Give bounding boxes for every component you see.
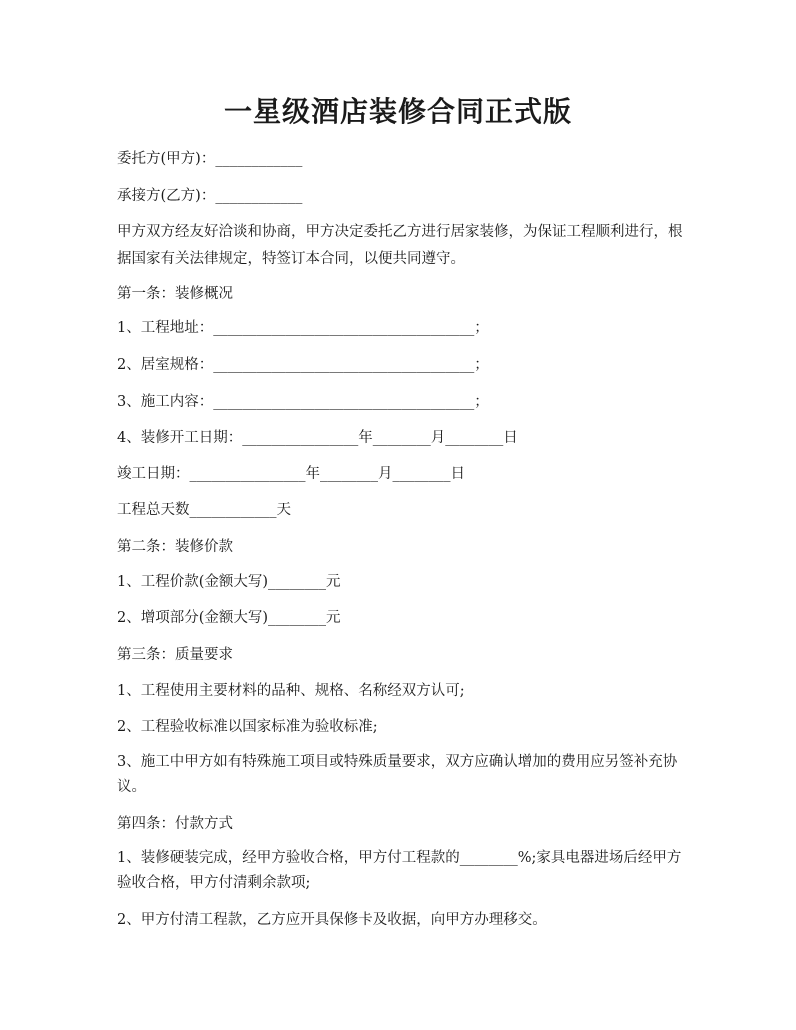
article-3-heading: 第三条：质量要求 <box>117 647 233 663</box>
article-2-heading: 第二条：装修价款 <box>117 539 233 555</box>
article-1-heading: 第一条：装修概况 <box>117 286 233 302</box>
payment-terms-paragraph: 1、装修硬装完成，经甲方验收合格，甲方付工程款的________%;家具电器进场后经甲方验收合格，甲方付清剩余款项; <box>117 850 682 891</box>
additional-items-line: 2、增项部分(金额大写)________元 <box>117 610 341 626</box>
acceptance-standard-line: 2、工程验收标准以国家标准为验收标准; <box>117 719 378 735</box>
client-party-line: 委托方(甲方)：____________ <box>117 151 303 167</box>
document-title: 一星级酒店装修合同正式版 <box>223 95 572 128</box>
handover-line: 2、甲方付清工程款，乙方应开具保修卡及收据，向甲方办理移交。 <box>117 912 547 928</box>
project-address-line: 1、工程地址：____________________________________； <box>117 320 489 336</box>
article-4-heading: 第四条：付款方式 <box>117 816 233 832</box>
special-requirements-paragraph: 3、施工中甲方如有特殊施工项目或特殊质量要求，双方应确认增加的费用应另签补充协议。 <box>117 754 678 795</box>
intro-paragraph: 甲方双方经友好洽谈和协商，甲方决定委托乙方进行居家装修，为保证工程顺利进行，根据国家有关法律规定，特签订本合同，以便共同遵守。 <box>117 224 683 267</box>
total-days-line: 工程总天数____________天 <box>117 502 291 518</box>
construction-content-line: 3、施工内容：____________________________________； <box>117 394 489 410</box>
project-price-line: 1、工程价款(金额大写)________元 <box>117 574 341 590</box>
room-spec-line: 2、居室规格：____________________________________； <box>117 357 489 373</box>
start-date-line: 4、装修开工日期：________________年________月________日 <box>117 430 518 446</box>
materials-line: 1、工程使用主要材料的品种、规格、名称经双方认可; <box>117 683 465 699</box>
contractor-party-line: 承接方(乙方)：____________ <box>117 188 303 204</box>
completion-date-line: 竣工日期：________________年________月________日 <box>117 466 465 482</box>
